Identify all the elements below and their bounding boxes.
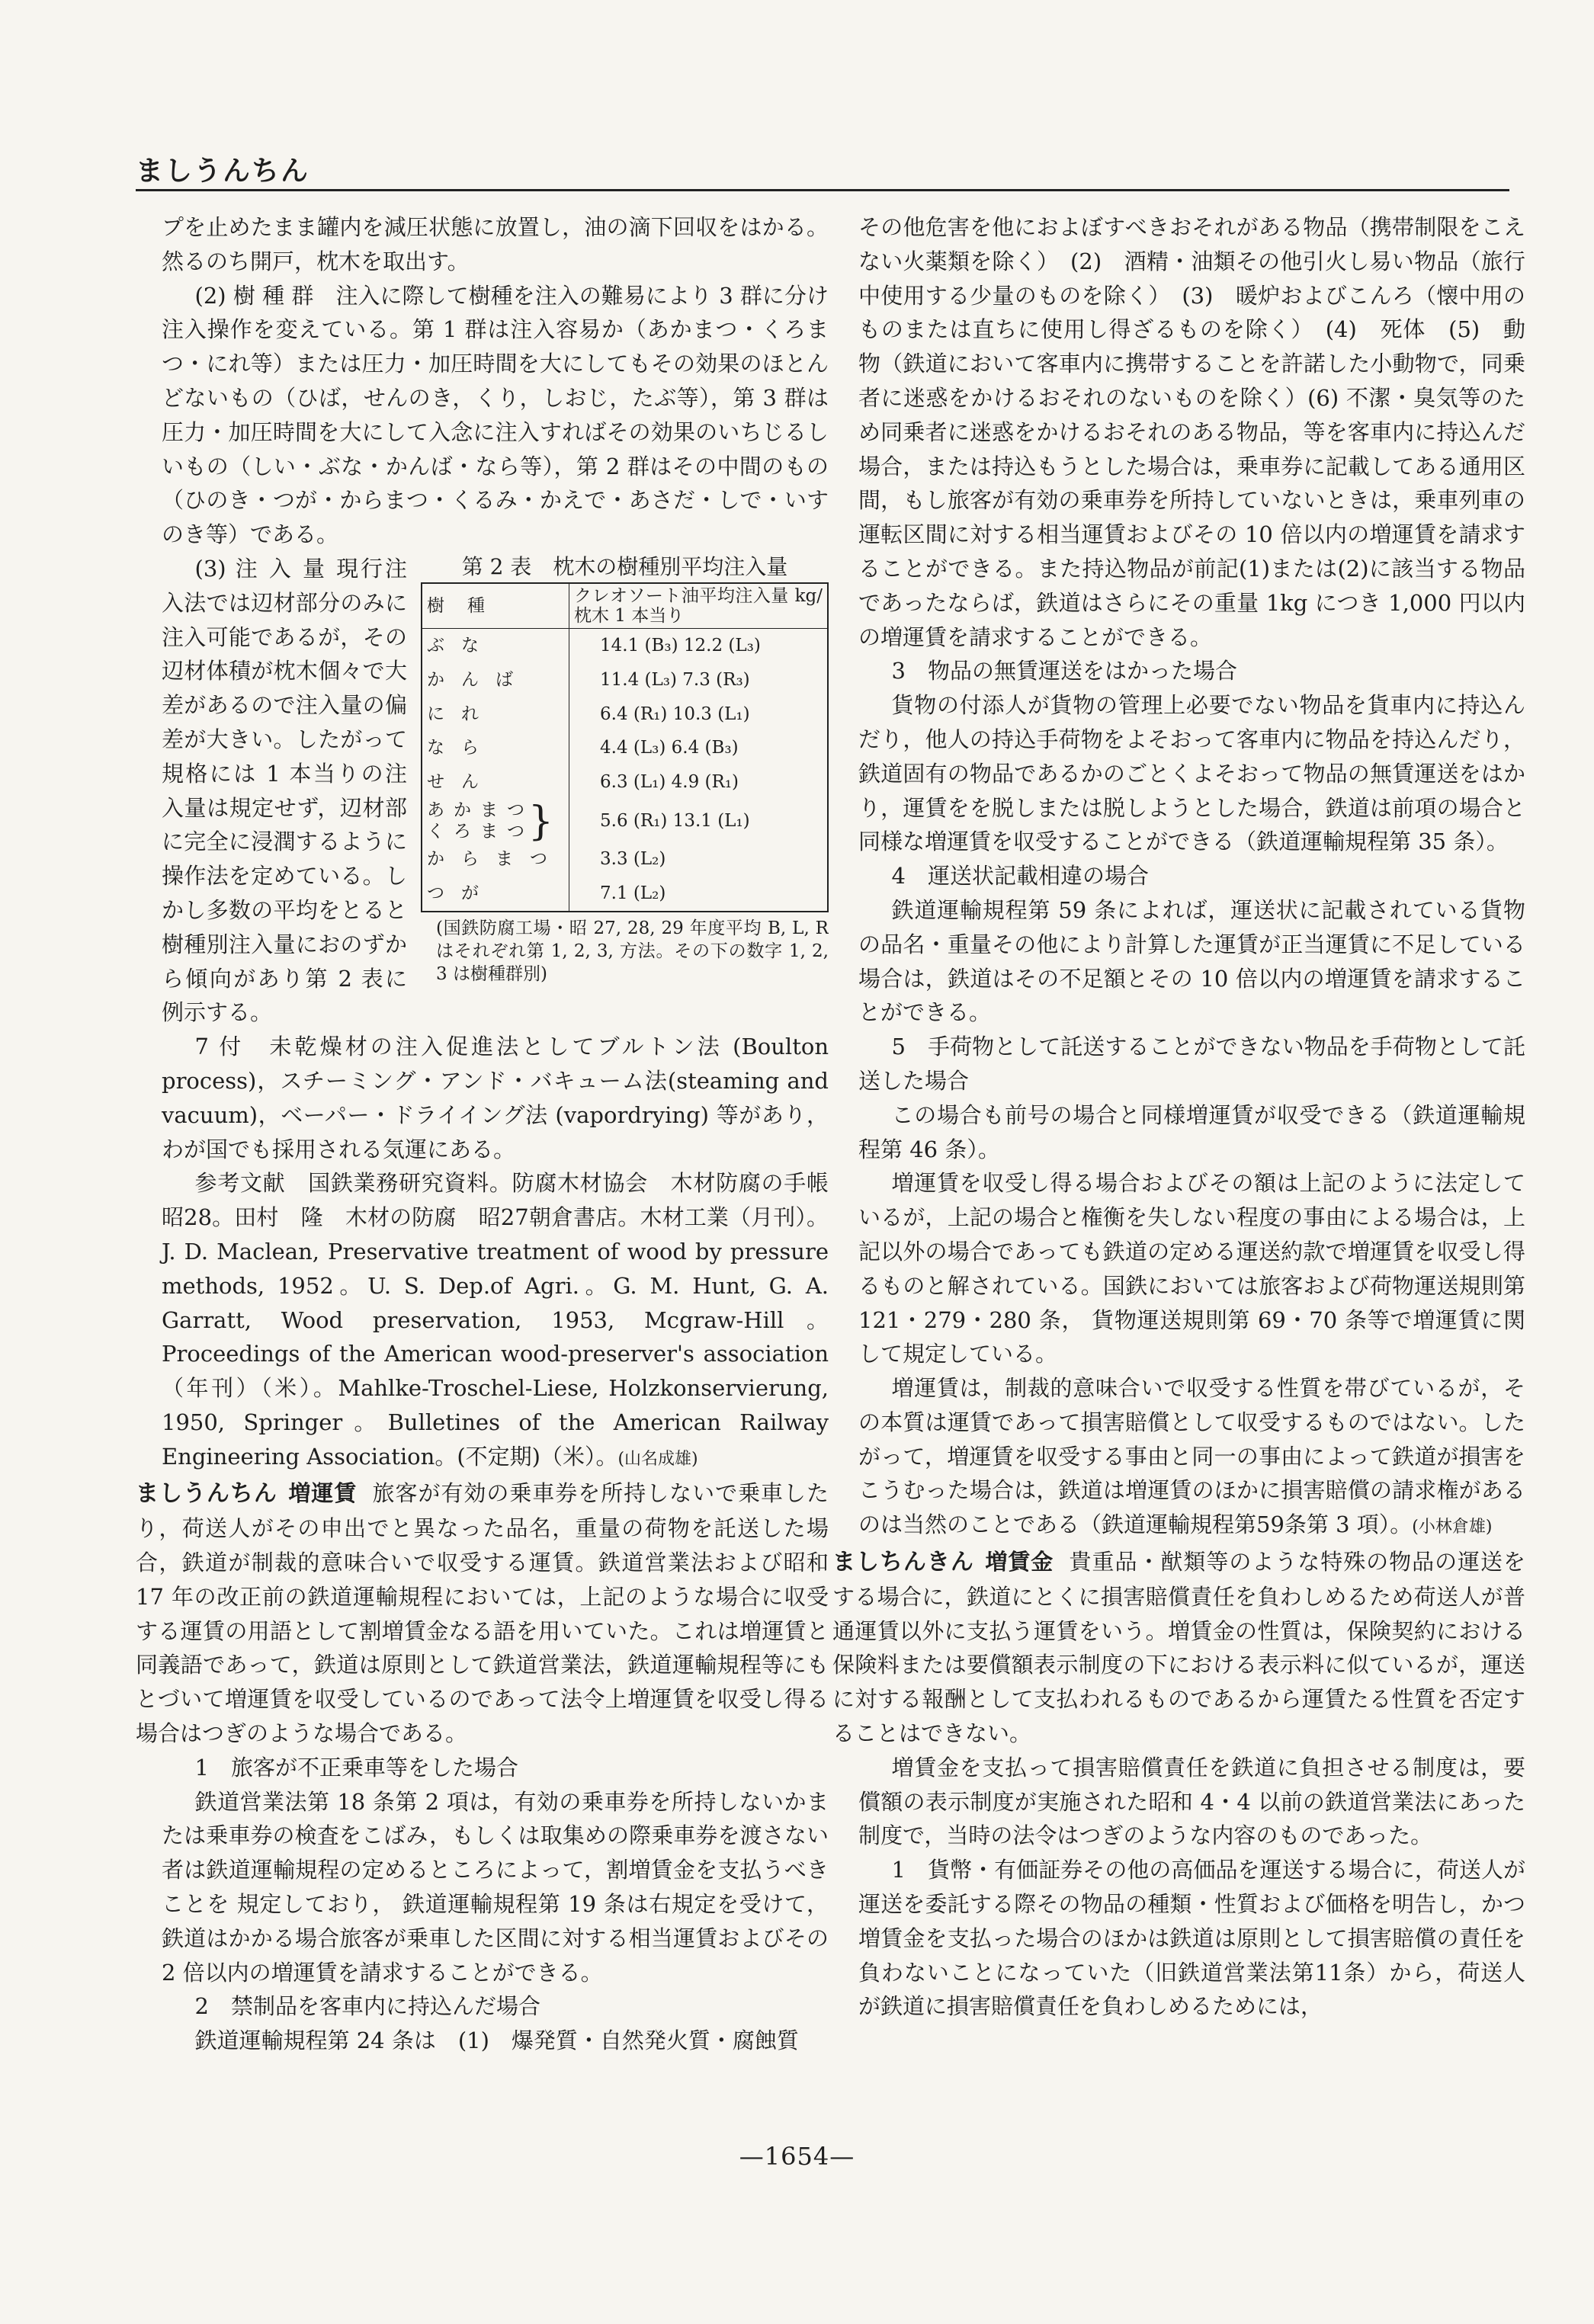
paragraph: この場合も前号の場合と同様増運賃が収受できる（鉄道運輸規程第 46 条）。	[858, 1101, 1525, 1162]
brace-mark: }	[528, 798, 563, 845]
paragraph: プを止めたまま罐内を減圧状態に放置し，油の滴下回収をはかる。然るのち開戸，枕木を取出す。	[162, 214, 829, 274]
paragraph: 増賃金を支払って損害賠償責任を鉄道に負担させる制度は，要償額の表示制度が実施された昭和 4・4 以前の鉄道営業法にあった制度で，当時の法令はつぎのような内容のものであった。	[858, 1754, 1525, 1849]
paragraph: 鉄道運輸規程第 24 条は (1) 爆発質・自然発火質・腐蝕質	[194, 2027, 799, 2054]
paragraph: 1 貨幣・有価証券その他の高価品を運送する場合に，荷送人が運送を委託する際その物品の種類・性質および価格を明告し，かつ増賃金を支払った場合のほかは鉄道は原則として損害賠償の責任を負わないことになっていた（旧鉄道営業法第11条）から，荷送人が鉄道に損害賠償責任を負わしめるためには，	[858, 1857, 1525, 2020]
page-number: —1654—	[739, 2142, 855, 2171]
paragraph: 貨物の付添人が貨物の管理上必要でない物品を貨車内に持込んだり，他人の持込手荷物をよそおって客車内に物品を持込んだり，鉄道固有の物品であるかのごとくよそおって物品の無賃運送をはかり，運賃をを脱しまたは脱しようとした場合，鉄道は前項の場合と同様な増運賃を収受することができる（鉄道運輸規程第 35 条）。	[858, 692, 1525, 855]
section-heading: 4 運送状記載相違の場合	[891, 863, 1149, 890]
right-column	[832, 210, 1525, 2024]
table-cell-value: 6.4 (R₁) 10.3 (L₁)	[600, 704, 750, 724]
author-signature: (山名成雄)	[617, 1449, 698, 1469]
table-cell-species: せん	[422, 765, 569, 800]
table-row	[422, 697, 828, 732]
table-cell-value: 7.1 (L₂)	[600, 883, 666, 903]
data-table	[421, 582, 829, 912]
paragraph: (3) 注 入 量 現行注入法では辺材部分のみに注入可能であるが，その辺材体積が枕木個々で大差があるので注入量の偏差が大きい。したがって規格には 1 本当りの注入量は規定せず，辺材部に完全に浸潤するように操作法を定めている。しかし多数の平均をとると樹種別注入量におのずから傾向があり第 2 表に例示する。	[162, 555, 407, 1026]
entry-reading: ましうんちん	[136, 1480, 277, 1508]
table-wrap-block	[162, 552, 829, 1030]
paragraph: (2) 樹 種 群 注入に際して樹種を注入の難易により 3 群に分け注入操作を変えている。第 1 群は注入容易か（あかまつ・くろまつ・にれ等）または圧力・加圧時間を大にしてもその効果のほとんどないもの（ひば，せんのき，くり，しおじ，たぶ等），第 3 群は圧力・加圧時間を大にして入念に注入すればその効果のいちじるしいもの（しい・ぶな・かんば・なら等），第 2 群はその中間のもの（ひのき・つが・からまつ・くるみ・かえで・あさだ・しで・いすのき等）である。	[162, 282, 829, 548]
table-cell-species: なら	[422, 731, 569, 765]
table-note: (国鉄防腐工場・昭 27, 28, 29 年度平均 B, L, R はそれぞれ第 1, 2, 3, 方法。その下の数字 1, 2, 3 は樹種群別)	[436, 918, 829, 984]
table-row	[422, 800, 828, 842]
paragraph: 7 付 未乾燥材の注入促進法としてブルトン法 (Boulton process)，スチーミング・アンド・バキューム法(steaming and vacuum)，ベーパー・ドライイング法 (vapordrying) 等があり，わが国でも採用される気運にある。	[162, 1034, 829, 1162]
table-cell-value: 6.3 (L₁) 4.9 (R₁)	[600, 772, 739, 793]
dictionary-entry	[136, 1476, 829, 1750]
table-row	[422, 765, 828, 800]
paragraph: その他危害を他におよぼすべきおそれがある物品（携帯制限をこえない火薬類を除く） (2) 酒精・油類その他引火し易い物品（旅行中使用する少量のものを除く） (3) 暖炉およびこんろ（懐中用のものまたは直ちに使用し得ざるものを除く） (4) 死体 (5) 動物（鉄道において客車内に携帯することを許諾した小動物で，同乗者に迷惑をかけるおそれのないものを除く）(6) 不潔・臭気等のため同乗者に迷惑をかけるおそれのある物品，等を客車内に持込んだ場合，または持込もうとした場合は，乗車券に記載してある通用区間，もし旅客が有効の乗車券を所持していないときは，乗車列車の運転区間に対する相当運賃およびその 10 倍以内の増運賃を請求することができる。また持込物品が前記(1)または(2)に該当する物品であったならば，鉄道はさらにその重量 1kg につき 1,000 円以内の増運賃を請求することができる。	[858, 214, 1525, 650]
section-heading: 1 旅客が不正乗車等をした場合	[194, 1754, 518, 1781]
table-cell-species: ぶな	[422, 628, 569, 662]
paragraph: 鉄道営業法第 18 条第 2 項は，有効の乗車券を所持しないかまたは乗車券の検査をこばみ，もしくは取集めの際乗車券を渡さない者は鉄道運輸規程の定めるところによって，割増賃金を支払うべきことを 規定しており， 鉄道運輸規程第 19 条は右規定を受けて，鉄道はかかる場合旅客が乗車した区間に対する相当運賃およびその 2 倍以内の増運賃を請求することができる。	[162, 1788, 829, 1986]
entry-headword: 増賃金	[985, 1549, 1054, 1576]
references-text: 参考文献 国鉄業務研究資料。防腐木材協会 木材防腐の手帳 昭28。田村 隆 木材の防腐 昭27朝倉書店。木材工業（月刊）。J. D. Maclean, Preservative treatment of wood by pressure methods, 1952。U. S. Dep.of Agri.。G. M. Hunt, G. A. Garratt, Wood preservation, 1953, Mcgraw-Hill。Proceedings of the American wood-preserver's association（年刊）（米）。Mahlke-Troschel-Liese, Holzkonservierung, 1950, Springer。Bulletines of the American Railway Engineering Association。(不定期)（米）。	[162, 1170, 852, 1470]
table-cell-species	[422, 798, 569, 845]
table-row	[422, 842, 828, 877]
table-header-species: 樹種	[422, 583, 569, 629]
table-cell-species: からまつ	[422, 842, 569, 877]
header-rule	[136, 189, 1509, 191]
running-header: ましうんちん	[136, 155, 310, 187]
table-cell-value: 4.4 (L₃) 6.4 (B₃)	[600, 738, 739, 758]
paragraph: 鉄道運輸規程第 59 条によれば，運送状に記載されている貨物の品名・重量その他により計算した運賃が正当運賃に不足している場合は，鉄道はその不足額とその 10 倍以内の増運賃を請求することができる。	[858, 896, 1525, 1026]
entry-definition: 旅客が有効の乗車券を所持しないで乗車したり，荷送人がその申出でと異なった品名，重量の荷物を託送した場合，鉄道が制裁的意味合いで収受する運賃。鉄道営業法および昭和 17 年の改正前の鉄道運輸規程においては，上記のような場合に収受する運賃の用語として割増賃金なる語を用いていた。これは増運賃と同義語であって，鉄道は原則として鉄道営業法，鉄道運輸規程等にもとづいて増運賃を収受しているのであって法令上増運賃を収受し得る場合はつぎのような場合である。	[136, 1480, 829, 1747]
paragraph: 増運賃を収受し得る場合およびその額は上記のように法定しているが，上記の場合と権衡を失しない程度の事由による場合は，上記以外の場合であっても鉄道の定める運送約款で増運賃を収受し得るものと解されている。国鉄においては旅客および荷物運送規則第 121・279・280 条， 貨物運送規則第 69・70 条等で増運賃に関して規定している。	[858, 1170, 1525, 1367]
species-label: あかまつ くろまつ	[427, 800, 534, 841]
table-row	[422, 877, 828, 912]
entry-headword: 増運賃	[288, 1480, 358, 1507]
table-cell-value: 11.4 (L₃) 7.3 (R₃)	[600, 669, 750, 690]
table-row	[422, 628, 828, 662]
paragraph	[858, 1371, 1525, 1545]
paragraph	[162, 1166, 852, 1476]
table-header-value: クレオソート油平均注入量 kg/枕木 1 本当り	[569, 583, 829, 629]
entry-definition: 貴重品・猷類等のような特殊の物品の運送をする場合に，鉄道にとくに損害賠償責任を負わしめるため荷送人が普通運賃以外に支払う運賃をいう。増賃金の性質は，保険契約における保険料または要償額表示制度の下における表示料に似ているが，運送に対する報酬として支払われるものであるから運賃たる性質を否定することはできない。	[832, 1549, 1525, 1747]
table-cell-value: 5.6 (R₁) 13.1 (L₁)	[600, 810, 750, 831]
table-cell-value: 14.1 (B₃) 12.2 (L₃)	[600, 635, 761, 656]
table-cell-species: にれ	[422, 697, 569, 732]
paragraph-text: 増運賃は，制裁的意味合いで収受する性質を帯びているが，その本質は運賃であって損害賠償として収受するものではない。したがって，増運賃を収受する事由と同一の事由によって鉄道が損害をこうむった場合は，鉄道は増運賃のほかに損害賠償の請求権があるのは当然のことである（鉄道運輸規程第59条第 3 項）。	[858, 1375, 1525, 1538]
table-title: 第 2 表 枕木の樹種別平均注入量	[461, 553, 788, 579]
table-row	[422, 663, 828, 697]
table-cell-species: つが	[422, 877, 569, 912]
section-heading: 3 物品の無賃運送をはかった場合	[891, 658, 1237, 684]
table-row	[422, 731, 828, 765]
section-heading: 5 手荷物として託送することができない物品を手荷物として託送した場合	[858, 1034, 1525, 1094]
dictionary-entry	[832, 1545, 1525, 1751]
left-column	[136, 210, 852, 2058]
table-cell-species: かんば	[422, 663, 569, 697]
section-heading: 2 禁制品を客車内に持込んだ場合	[194, 1993, 540, 2020]
entry-reading: ましちんきん	[832, 1549, 974, 1576]
table-cell-value: 3.3 (L₂)	[600, 848, 666, 869]
author-signature: (小林倉雄)	[1412, 1518, 1493, 1537]
table-2	[421, 552, 829, 986]
